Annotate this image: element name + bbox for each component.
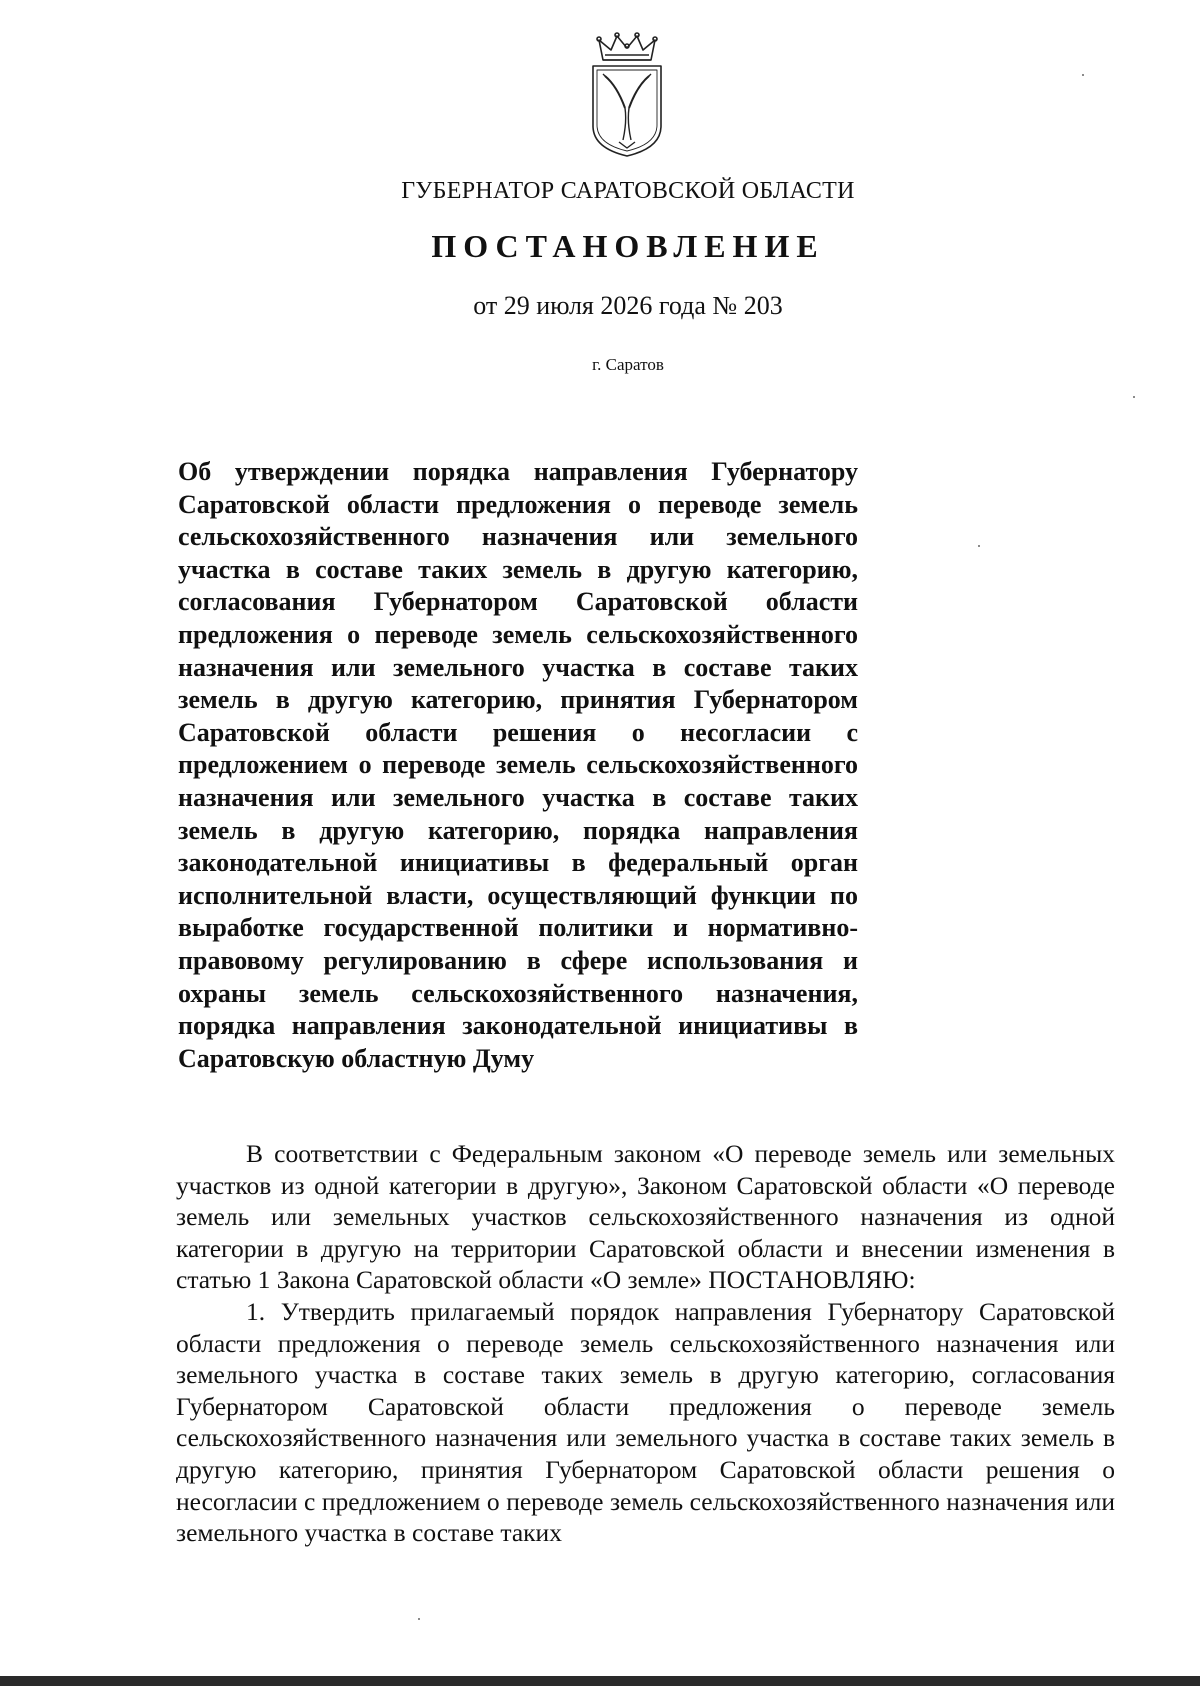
clause-1-paragraph: 1. Утвердить прилагаемый порядок направления Губернатору Саратовской области предложения о переводе земель сельскохозяйственного назначения или земельного участка в составе таких земель в другую категорию, согласования Губернатором Саратовской области предложения о переводе земель сельскохозяйственного назначения или земельного участка в составе таких земель в другую категорию, принятия Губернатором Саратовской области решения о несогласии с предложением о переводе земель сельскохозяйственного назначения или земельного участка в составе таких [176, 1296, 1115, 1548]
scan-speck [978, 545, 980, 547]
scan-bottom-edge [0, 1676, 1200, 1686]
scan-speck [1082, 74, 1084, 76]
scan-speck [1133, 396, 1135, 398]
saratov-coat-of-arms-icon [589, 30, 665, 158]
issuing-authority: ГУБЕРНАТОР САРАТОВСКОЙ ОБЛАСТИ [401, 178, 855, 204]
scan-speck [418, 1618, 420, 1620]
document-body [176, 1138, 1115, 1549]
document-type-heading: ПОСТАНОВЛЕНИЕ [431, 228, 825, 264]
preamble-paragraph: В соответствии с Федеральным законом «О переводе земель или земельных участков из одной категории в другую», Законом Саратовской области «О переводе земель или земельных участков сельскохозяйственного назначения из одной категории в другую на территории Саратовской области и внесении изменения в статью 1 Закона Саратовской области «О земле» ПОСТАНОВЛЯЮ: [176, 1139, 1115, 1295]
document-title: Об утверждении порядка направления Губернатору Саратовской области предложения о переводе земель сельскохозяйственного назначения или земельного участка в составе таких земель в другую категорию, согласования Губернатором Саратовской области предложения о переводе земель сельскохозяйственного назначения или земельного участка в составе таких земель в другую категорию, принятия Губернатором Саратовской области решения о несогласии с предложением о переводе земель сельскохозяйственного назначения или земельного участка в составе таких земель в другую категорию, порядка направления законодательной инициативы в федеральный орган исполнительной власти, осуществляющий функции по выработке государственной политики и нормативно-правовому регулированию в сфере использования и охраны земель сельскохозяйственного назначения, порядка направления законодательной инициативы в Саратовскую областную Думу [178, 457, 858, 1073]
document-date-number: от 29 июля 2026 года № 203 [473, 291, 783, 320]
document-city: г. Саратов [592, 355, 664, 374]
